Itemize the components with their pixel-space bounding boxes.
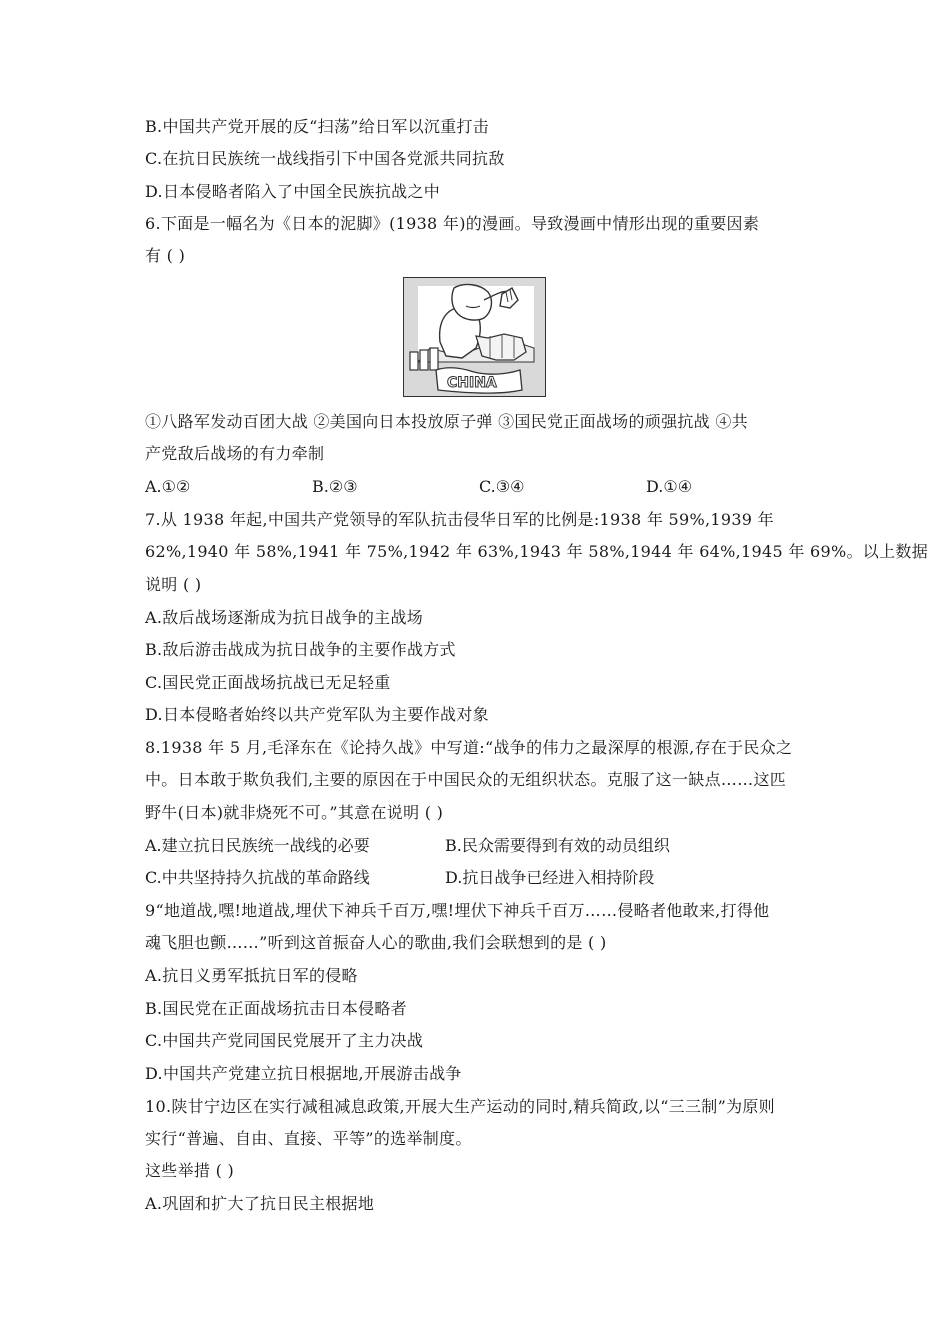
q5-option-d: D.日本侵略者陷入了中国全民族抗战之中 <box>145 182 441 201</box>
q10-stem-line3: 这些举措 ( ) <box>145 1161 235 1180</box>
q9-stem-line2: 魂飞胆也颤……”听到这首振奋人心的歌曲,我们会联想到的是 ( ) <box>145 933 607 952</box>
q7-option-d: D.日本侵略者始终以共产党军队为主要作战对象 <box>145 705 489 724</box>
q6-option-b: B.②③ <box>312 477 358 496</box>
q8-option-c: C.中共坚持持久抗战的革命路线 <box>145 868 370 887</box>
q8-stem-line3: 野牛(日本)就非烧死不可。”其意在说明 ( ) <box>145 803 444 822</box>
q8-option-a: A.建立抗日民族统一战线的必要 <box>145 836 370 855</box>
q6-option-c: C.③④ <box>479 477 525 496</box>
q9-option-b: B.国民党在正面战场抗击日本侵略者 <box>145 999 407 1018</box>
q8-stem-line2: 中。日本敢于欺负我们,主要的原因在于中国民众的无组织状态。克服了这一缺点……这匹 <box>145 770 787 789</box>
q5-option-b: B.中国共产党开展的反“扫荡”给日军以沉重打击 <box>145 117 490 136</box>
q7-option-b: B.敌后游击战成为抗日战争的主要作战方式 <box>145 640 456 659</box>
cartoon-china-label: CHINA <box>447 375 497 391</box>
q6-option-d: D.①④ <box>646 477 693 496</box>
q8-option-b: B.民众需要得到有效的动员组织 <box>445 836 670 855</box>
q8-option-d: D.抗日战争已经进入相持阶段 <box>445 868 655 887</box>
q6-option-a: A.①② <box>145 477 191 496</box>
q10-stem-line2: 实行“普遍、自由、直接、平等”的选举制度。 <box>145 1129 472 1148</box>
q9-option-d: D.中国共产党建立抗日根据地,开展游击战争 <box>145 1064 462 1083</box>
q5-option-c: C.在抗日民族统一战线指引下中国各党派共同抗敌 <box>145 149 505 168</box>
cartoon-drawing <box>404 278 545 396</box>
q7-stem-line2: 62%,1940 年 58%,1941 年 75%,1942 年 63%,1943 年 58%,1944 年 64%,1945 年 69%。以上数据 <box>145 542 928 561</box>
q7-stem-line3: 说明 ( ) <box>145 575 202 594</box>
q7-option-a: A.敌后战场逐渐成为抗日战争的主战场 <box>145 608 424 627</box>
cartoon-japan-mud-feet <box>403 277 546 397</box>
q7-option-c: C.国民党正面战场抗战已无足轻重 <box>145 673 391 692</box>
q7-stem-line1: 7.从 1938 年起,中国共产党领导的军队抗击侵华日军的比例是:1938 年 59%,1939 年 <box>145 510 774 529</box>
q9-option-a: A.抗日义勇军抵抗日军的侵略 <box>145 966 358 985</box>
q9-option-c: C.中国共产党同国民党展开了主力决战 <box>145 1031 424 1050</box>
q6-items-line2: 产党敌后战场的有力牵制 <box>145 444 325 463</box>
q6-stem-line2: 有 ( ) <box>145 246 186 265</box>
q10-option-a: A.巩固和扩大了抗日民主根据地 <box>145 1194 375 1213</box>
q10-stem-line1: 10.陕甘宁边区在实行减租减息政策,开展大生产运动的同时,精兵简政,以“三三制”为原则 <box>145 1097 775 1116</box>
q6-stem-line1: 6.下面是一幅名为《日本的泥脚》(1938 年)的漫画。导致漫画中情形出现的重要因素 <box>145 214 760 233</box>
q6-items-line1: ①八路军发动百团大战 ②美国向日本投放原子弹 ③国民党正面战场的顽强抗战 ④共 <box>145 412 748 431</box>
q9-stem-line1: 9“地道战,嘿!地道战,埋伏下神兵千百万,嘿!埋伏下神兵千百万……侵略者他敢来,打得他 <box>145 901 770 920</box>
q8-stem-line1: 8.1938 年 5 月,毛泽东在《论持久战》中写道:“战争的伟力之最深厚的根源,存在于民众之 <box>145 738 793 757</box>
